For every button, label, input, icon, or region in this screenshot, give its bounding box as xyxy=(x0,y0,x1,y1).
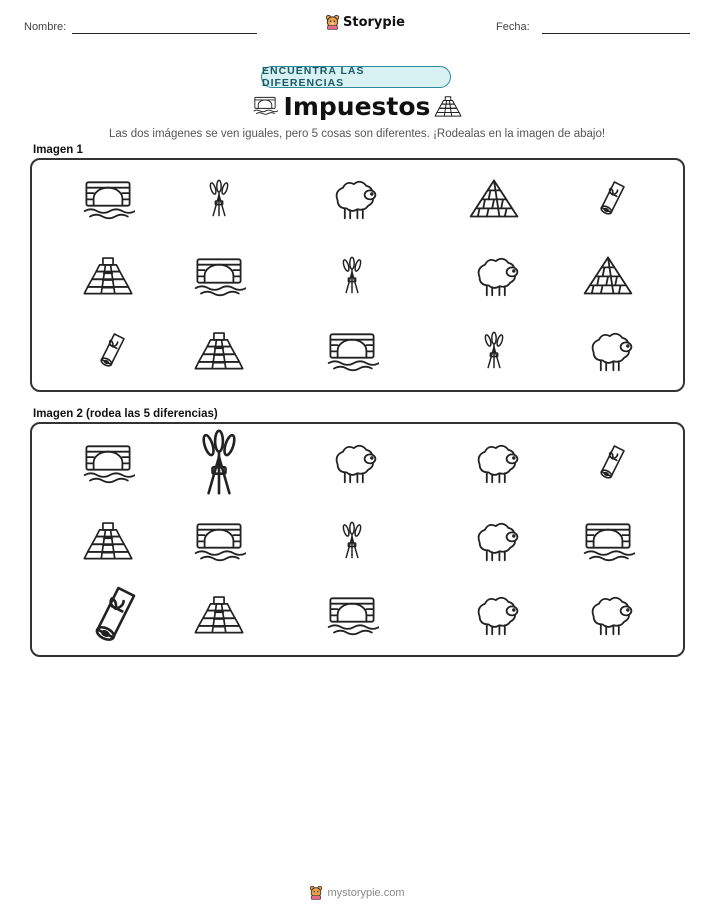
pyramid-icon xyxy=(581,252,635,299)
image2-label: Imagen 2 (rodea las 5 diferencias) xyxy=(33,408,218,420)
scroll-icon xyxy=(584,174,632,222)
sheep-icon xyxy=(325,175,379,222)
page-title: Impuestos xyxy=(283,92,431,121)
name-label: Nombre: xyxy=(24,21,67,33)
activity-badge: ENCUENTRA LAS DIFERENCIAS xyxy=(261,66,451,88)
temple-icon xyxy=(191,328,247,372)
sheep-icon[interactable] xyxy=(467,517,521,564)
sheep-icon[interactable] xyxy=(581,591,635,638)
bridge-icon xyxy=(192,252,246,299)
sheep-icon[interactable] xyxy=(325,439,379,486)
name-line[interactable] xyxy=(72,33,257,34)
wheat-icon[interactable] xyxy=(180,428,258,496)
temple-icon[interactable] xyxy=(191,592,247,636)
bridge-icon[interactable] xyxy=(192,517,246,564)
sheep-icon xyxy=(467,252,521,299)
footer xyxy=(0,885,714,900)
brand-name: Storypie xyxy=(343,14,405,30)
footer-url: mystorypie.com xyxy=(327,886,405,899)
temple-icon[interactable] xyxy=(80,518,136,562)
bear-mascot-icon xyxy=(309,885,323,900)
sheep-icon xyxy=(581,327,635,374)
scroll-icon[interactable] xyxy=(584,438,632,486)
temple-icon xyxy=(432,94,464,118)
bear-mascot-icon xyxy=(325,14,340,30)
scroll-icon[interactable] xyxy=(69,580,147,648)
sheep-icon[interactable] xyxy=(467,591,521,638)
bridge-icon[interactable] xyxy=(81,439,135,486)
date-label: Fecha: xyxy=(496,21,530,33)
wheat-icon xyxy=(197,178,241,218)
wheat-icon xyxy=(330,255,374,295)
wheat-icon xyxy=(472,330,516,370)
bridge-icon xyxy=(325,327,379,374)
bridge-icon xyxy=(81,175,135,222)
scroll-icon xyxy=(84,326,132,374)
bridge-icon[interactable] xyxy=(581,517,635,564)
date-line[interactable] xyxy=(542,33,690,34)
pyramid-icon xyxy=(467,175,521,222)
bridge-icon[interactable] xyxy=(325,591,379,638)
sheep-icon[interactable] xyxy=(467,439,521,486)
instructions: Las dos imágenes se ven iguales, pero 5 cosas son diferentes. ¡Rodealas en la imagen de abajo! xyxy=(108,128,606,140)
temple-icon xyxy=(80,253,136,297)
brand-logo xyxy=(325,14,405,30)
wheat-icon[interactable] xyxy=(330,520,374,560)
image1-label: Imagen 1 xyxy=(33,144,83,156)
